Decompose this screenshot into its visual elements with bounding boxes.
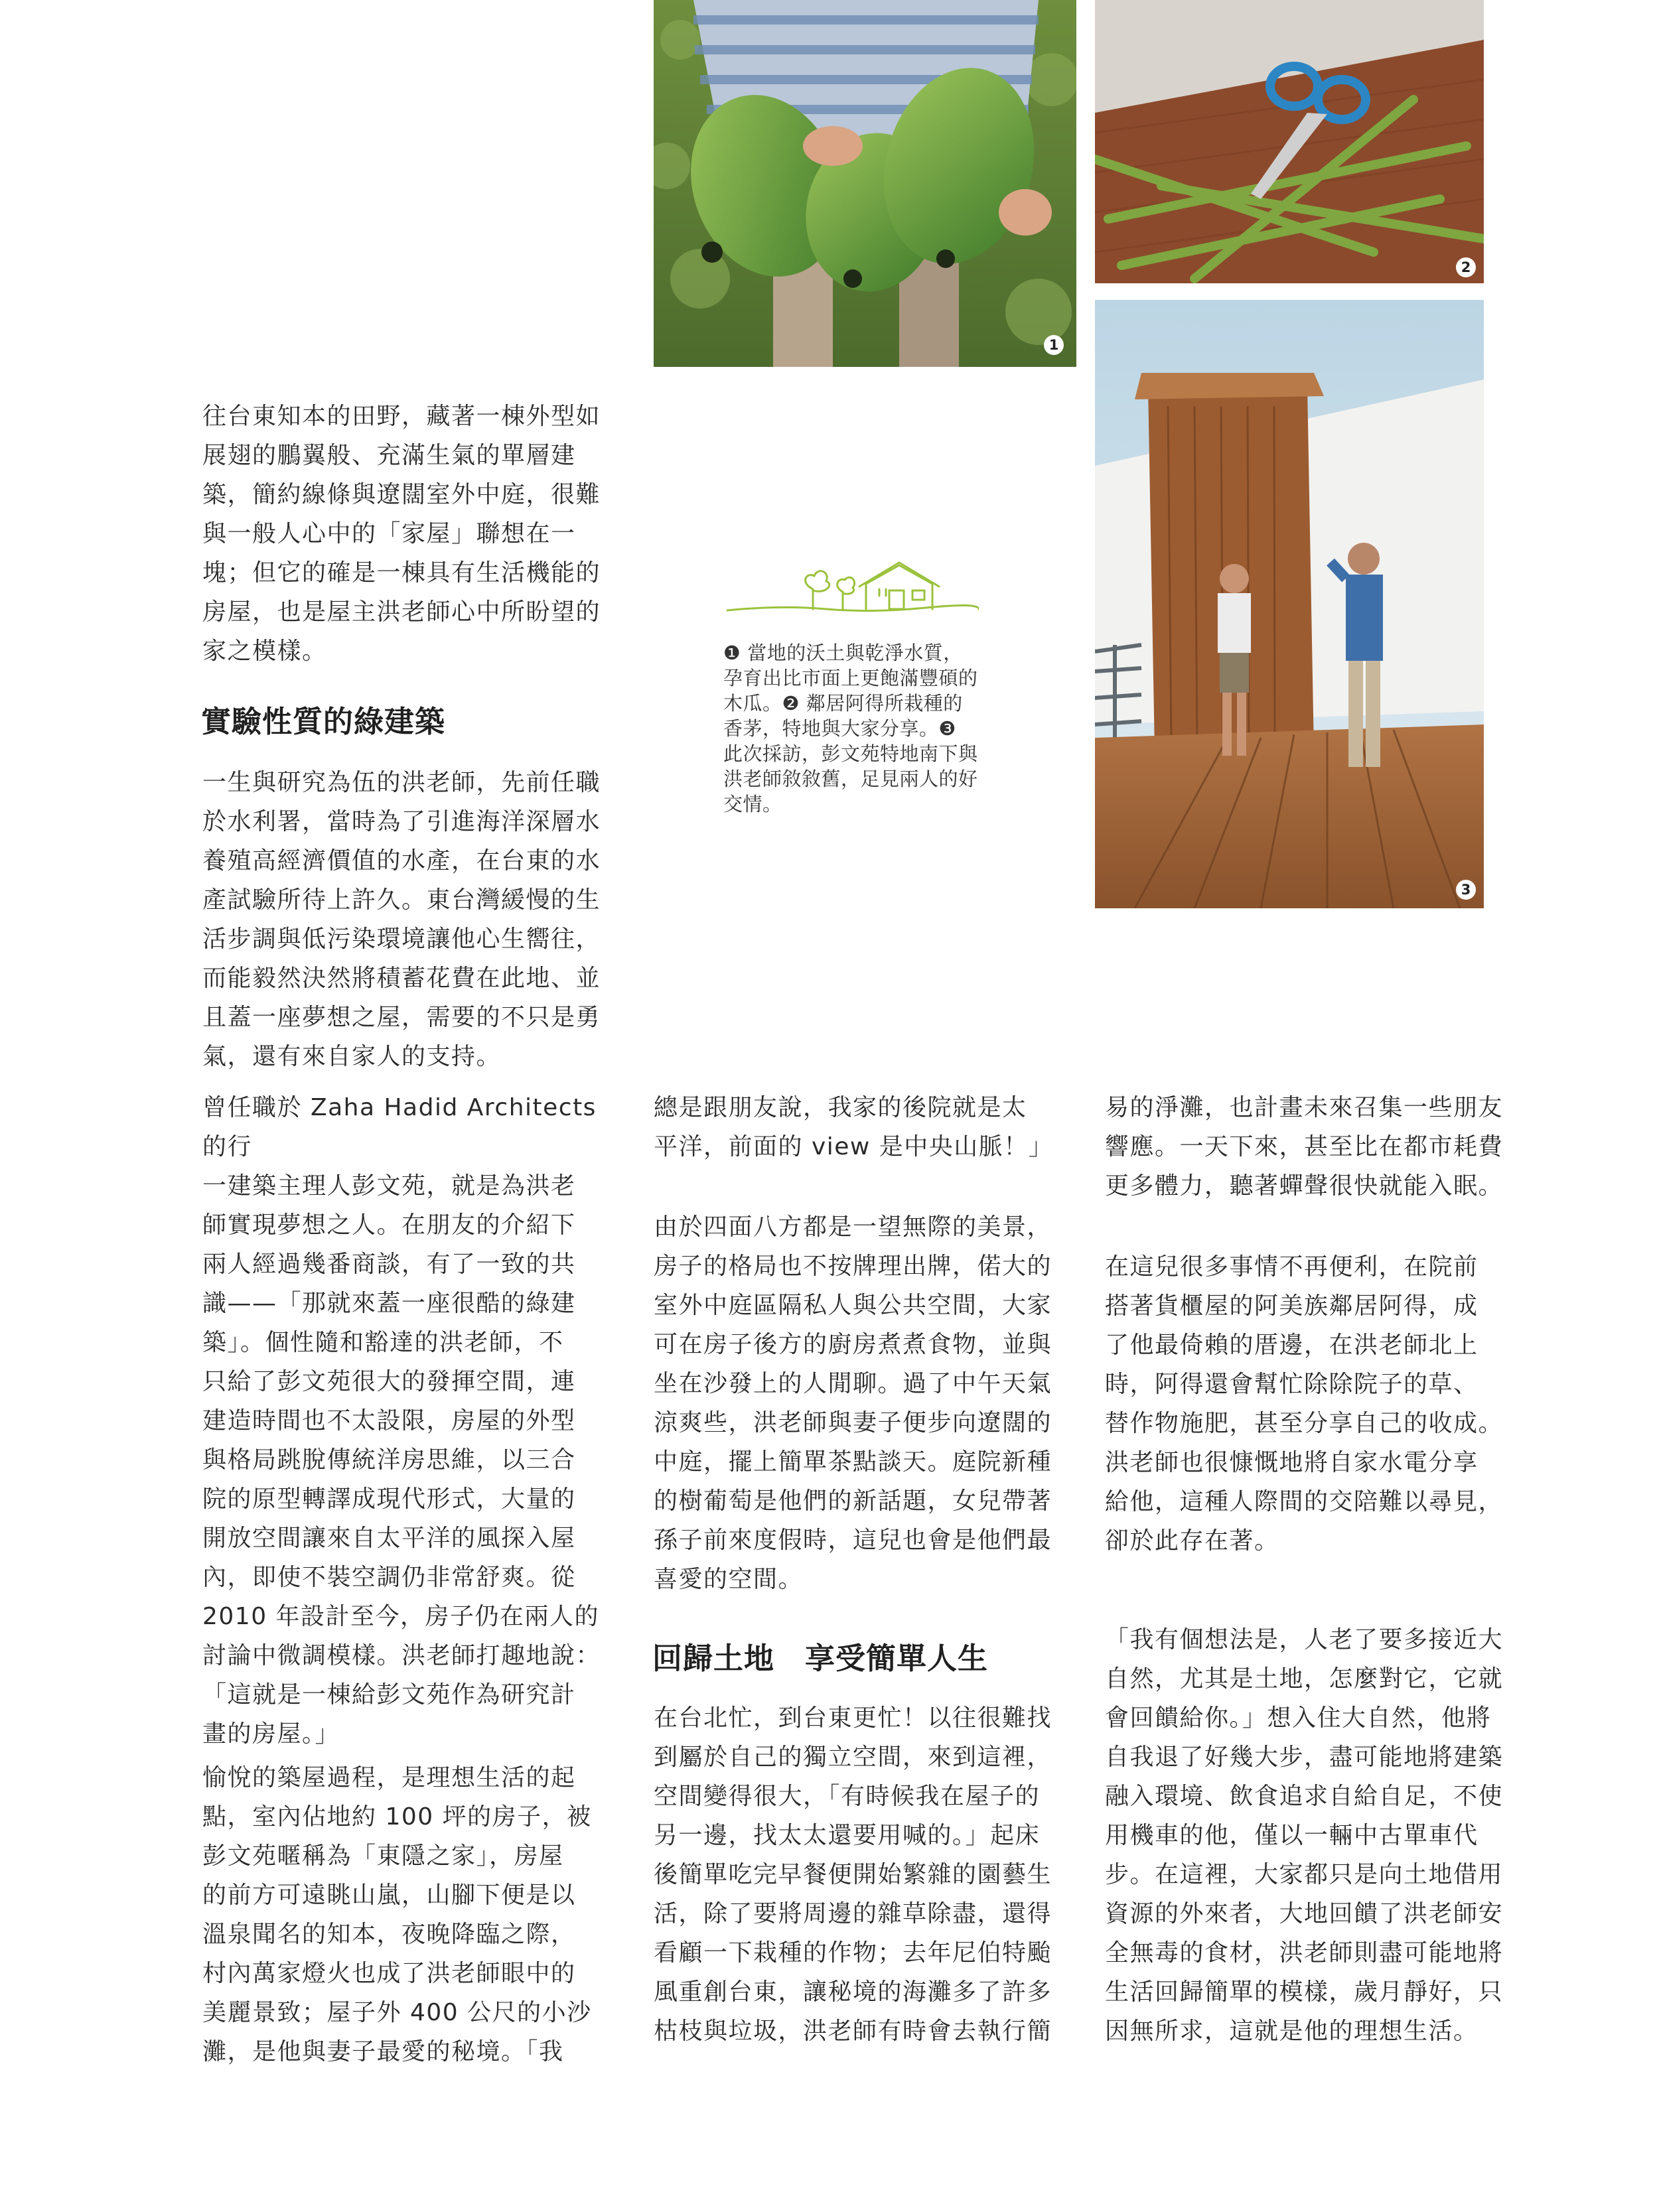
body-paragraph: 「我有個想法是，人老了要多接近大 自然，尤其是土地，怎麼對它，它就 會回饋給你。」想入住大自然，他將 自我退了好幾大步，盡可能地將建築 融入環境、飲食追求自給自足，不使 用機車的他，僅以一輛中古單車代 步。在這裡，大家都只是向土地借用 資源的外來者，大地回饋了洪老師安 全無毒的食材，洪老師則盡可能地將 生活回歸簡單的模樣，歲月靜好，只 因無所求，這就是他的理想生活。 [1105,1626,1504,2045]
section-heading-green-building: 實驗性質的綠建築 [201,704,446,739]
body-paragraph: 由於四面八方都是一望無際的美景， 房子的格局也不按牌理出牌，偌大的 室外中庭區隔私人與公共空間，大家 可在房子後方的廚房煮煮食物，並與 坐在沙發上的人閒聊。過了中午天氣 涼爽些，洪老師與妻子便步向遼闊的 中庭，擺上簡單茶點談天。庭院新種 的樹葡萄是他們的新話題，女兒帶著 孫子前來度假時，這兒也會是他們最 喜愛的空間。 [654,1213,1052,1593]
lemongrass-and-scissors-photo [1095,0,1484,283]
photo-number-badge: 3 [1456,880,1476,900]
two-men-at-wooden-door-photo [1095,300,1484,908]
body-paragraph: 愉悅的築屋過程，是理想生活的起 點，室內佔地約 100 坪的房子，被 彭文苑暱稱為「東隱之家」，房屋 的前方可遠眺山嵐，山腳下便是以 溫泉聞名的知本，夜晚降臨之際， 村內萬家燈火也成了洪老師眼中的 美麗景致；屋子外 400 公尺的小沙 灘，是他與妻子最愛的秘境。「我 [202,1764,592,2065]
body-paragraph: 在這兒很多事情不再便利，在院前 搭著貨櫃屋的阿美族鄰居阿得，成 了他最倚賴的厝邊，在洪老師北上 時，阿得還會幫忙除除院子的草、 替作物施肥，甚至分享自己的收成。 洪老師也很慷慨地將自家水電分享 給他，這種人際間的交陪難以尋見， 卻於此存在著。 [1105,1253,1504,1555]
photo-number-badge: 2 [1456,257,1476,277]
body-paragraph: 一生與研究為伍的洪老師，先前任職 於水利署，當時為了引進海洋深層水 養殖高經濟價值的水產，在台東的水 產試驗所待上許久。東台灣緩慢的生 活步調與低污染環境讓他心生嚮往， 而能毅然決然將積蓄花費在此地、並 且蓋一座夢想之屋，需要的不只是勇 氣，還有來自家人的支持。 [202,769,601,1070]
photo-number-badge: 1 [1044,335,1064,355]
body-paragraph: 易的淨灘，也計畫未來召集一些朋友 響應。一天下來，甚至比在都市耗費 更多體力，聽著蟬聲很快就能入眠。 [1105,1094,1504,1200]
photo-caption: ❶ 當地的沃土與乾淨水質， 孕育出比市面上更飽滿豐碩的 木瓜。❷ 鄰居阿得所栽種的 香茅，特地與大家分享。❸ 此次採訪，彭文苑特地南下與 洪老師敘敘舊，足見兩人的好 交情。 [723,642,978,815]
house-sketch-icon [727,557,979,617]
papaya-harvest-photo [654,0,1076,367]
body-paragraph: 總是跟朋友說，我家的後院就是太 平洋，前面的 view 是中央山脈！」 [654,1094,1054,1160]
body-paragraph: 在台北忙，到台東更忙！以往很難找 到屬於自己的獨立空間，來到這裡， 空間變得很大，「有時候我在屋子的 另一邊，找太太還要用喊的。」起床 後簡單吃完早餐便開始繁雜的園藝生 活，除了要將周邊的雜草除盡，還得 看顧一下栽種的作物；去年尼伯特颱 風重創台東，讓秘境的海灘多了許多 枯枝與垃圾，洪老師有時會去執行簡 [654,1704,1052,2045]
section-heading-return-to-land: 回歸土地 享受簡單人生 [652,1641,989,1676]
body-paragraph: 曾任職於 Zaha Hadid Architects 的行 一建築主理人彭文苑，就是為洪老 師實現夢想之人。在朋友的介紹下 兩人經過幾番商談，有了一致的共 識——「那就來蓋一座很酷的綠建 築」。個性隨和豁達的洪老師，不 只給了彭文苑很大的發揮空間，連 建造時間也不太設限，房屋的外型 與格局跳脫傳統洋房思維，以三合 院的原型轉譯成現代形式，大量的 開放空間讓來自太平洋的風探入屋 內，即使不裝空調仍非常舒爽。從 2010 年設計至今，房子仍在兩人的 討論中微調模樣。洪老師打趣地說： 「這就是一棟給彭文苑作為研究計 畫的房屋。」 [202,1094,601,1748]
intro-paragraph: 往台東知本的田野，藏著一棟外型如 展翅的鵬翼般、充滿生氣的單層建 築，簡約線條與遼闊室外中庭，很難 與一般人心中的「家屋」聯想在一 塊；但它的確是一棟具有生活機能的 房屋，也是屋主洪老師心中所盼望的 家之模樣。 [202,403,601,665]
